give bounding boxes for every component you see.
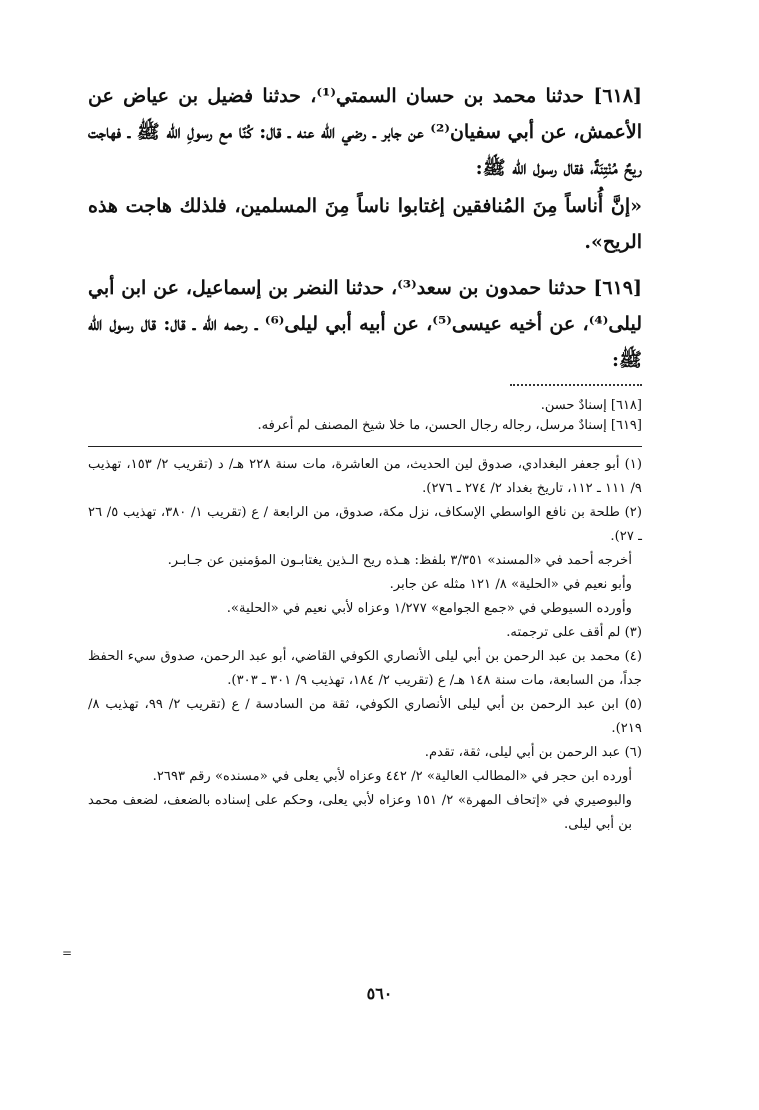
hadith-618-matn: «إنَّ أُناساً مِنَ المُنافقين إغتابوا ناساً مِنَ المسلمين، فلذلك هاجت هذه الريح». (88, 195, 642, 253)
footnote-divider (88, 446, 642, 447)
footnotes (88, 453, 642, 837)
footnote-6-takhrij-busiri: والبوصيري في «إتحاف المهرة» ٢/ ١٥١ وعزاه لأبي يعلى، وحكم على إسناده بالضعف، لضعف محمد بن أبي ليلى. (88, 793, 632, 832)
grading-618: [٦١٨] إسنادٌ حسن. (540, 398, 642, 413)
footnote-2-takhrij-abu-nuaym: وأبو نعيم في «الحلية» ٨/ ١٢١ مثله عن جابر. (389, 577, 632, 592)
footnote-1: (١) أبو جعفر البغدادي، صدوق لين الحديث، من العاشرة، مات سنة ٢٢٨ هـ/ د (تقريب ٢/ ١٥٣، تهذيب ٩/ ١١١ ـ ١١٢، تاريخ بغداد ٢/ ٢٧٤ ـ ٢٧٦). (88, 457, 642, 496)
footnote-2-takhrij-ahmad: أخرجه أحمد في «المسند» ٣/٣٥١ بلفظ: هـذه ريح الـذين يغتابـون المؤمنين عن جـابـر. (167, 553, 632, 568)
margin-mark: = (62, 946, 73, 960)
hadith-618: [٦١٨] حدثنا محمد بن حسان السمتي⁽¹⁾، حدثنا فضيل بن عياض عن الأعمش، عن أبي سفيان⁽²⁾ عن جابر ـ رضي الله عنه ـ قال: كُنّا مع رسولِ الله ﷺ ـ فهاجت ريحٌ مُنْتِنَةٌ، فقال رسول الله ﷺ: (88, 85, 642, 179)
footnote-5: (٥) ابن عبد الرحمن بن أبي ليلى الأنصاري الكوفي، ثقة من السادسة / ع (تقريب ٢/ ٩٩، تهذيب ٨/ ٢١٩). (88, 697, 643, 736)
page-number: ٥٦٠ (366, 984, 393, 1003)
footnote-6: (٦) عبد الرحمن بن أبي ليلى، ثقة، تقدم. (424, 745, 642, 760)
footnote-3: (٣) لم أقف على ترجمته. (506, 625, 642, 640)
grading-notes (88, 396, 642, 436)
footnote-6-takhrij-ibn-hajar: أورده ابن حجر في «المطالب العالية» ٢/ ٤٤٢ وعزاه لأبي يعلى في «مسنده» رقم ٢٦٩٣. (152, 769, 632, 784)
footnote-2-takhrij-suyuti: وأورده السيوطي في «جمع الجوامع» ١/٢٧٧ وعزاه لأبي نعيم في «الحلية». (226, 601, 632, 616)
page-body (88, 78, 642, 837)
hadith-619: [٦١٩] حدثنا حمدون بن سعد⁽³⁾، حدثنا النضر بن إسماعيل، عن ابن أبي ليلى⁽⁴⁾، عن أخيه عيسى⁽⁵⁾، عن أبيه أبي ليلى⁽⁶⁾ ـ رحمه الله ـ قال: قال رسول الله ﷺ: (88, 277, 642, 371)
main-text (88, 78, 642, 378)
footnote-4: (٤) محمد بن عبد الرحمن بن أبي ليلى الأنصاري الكوفي القاضي، أبو عبد الرحمن، صدوق سيء الحفظ جداً، من السابعة، مات سنة ١٤٨ هـ/ ع (تقريب ٢/ ١٨٤، تهذيب ٩/ ٣٠١ ـ ٣٠٣). (88, 649, 642, 688)
footnote-2: (٢) طلحة بن نافع الواسطي الإسكاف، نزل مكة، صدوق، من الرابعة / ع (تقريب ١/ ٣٨٠، تهذيب ٥/ ٢٦ ـ ٢٧). (88, 505, 643, 544)
dotted-separator (510, 384, 642, 386)
grading-619: [٦١٩] إسنادٌ مرسل، رجاله رجال الحسن، ما خلا شيخ المصنف لم أعرفه. (257, 418, 642, 433)
